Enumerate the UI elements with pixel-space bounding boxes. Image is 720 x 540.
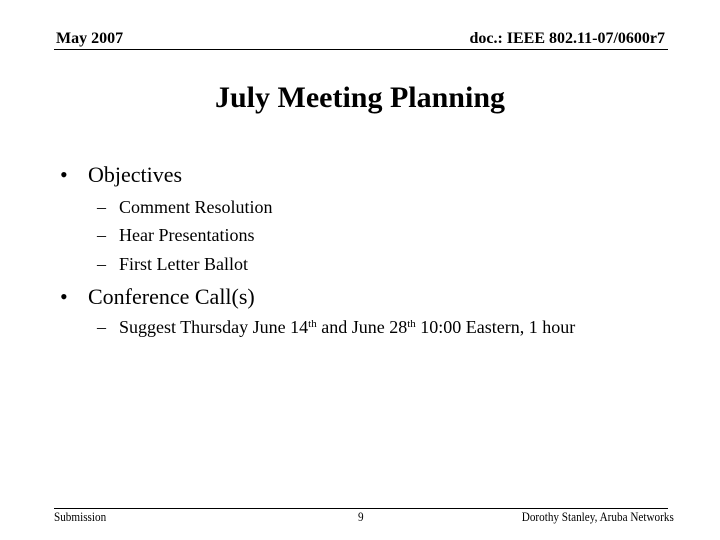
call-text-part3: 10:00 Eastern, 1 hour (415, 317, 576, 337)
ordinal-suffix: th (407, 318, 416, 330)
bullet-label: Conference Call(s) (88, 284, 255, 309)
dash-marker: – (97, 197, 106, 217)
header-doc-id: doc.: IEEE 802.11-07/0600r7 (469, 30, 665, 47)
bullet-conference-calls (60, 284, 255, 310)
sub-item (97, 316, 575, 338)
header-date: May 2007 (56, 30, 124, 47)
call-text-part2: and June 28 (316, 317, 408, 337)
header-rule (54, 49, 668, 50)
sub-item-label: Hear Presentations (119, 225, 255, 245)
ordinal-suffix: th (308, 318, 317, 330)
footer-submission: Submission (54, 509, 107, 524)
footer-author: Dorothy Stanley, Aruba Networks (521, 509, 674, 524)
bullet-objectives (60, 162, 182, 188)
dash-marker: – (97, 254, 106, 274)
footer-page-number: 9 (358, 509, 364, 524)
bullet-label: Objectives (88, 162, 183, 187)
sub-item (97, 253, 248, 275)
sub-item (97, 224, 254, 246)
dash-marker: – (97, 225, 106, 245)
call-text-part1: Suggest Thursday June 14 (119, 317, 309, 337)
bullet-marker: • (60, 162, 68, 187)
bullet-marker: • (60, 284, 68, 309)
sub-item (97, 196, 273, 218)
slide-title: July Meeting Planning (214, 81, 506, 114)
dash-marker: – (97, 317, 106, 337)
sub-item-label: Comment Resolution (119, 197, 273, 217)
sub-item-label: First Letter Ballot (119, 254, 248, 274)
